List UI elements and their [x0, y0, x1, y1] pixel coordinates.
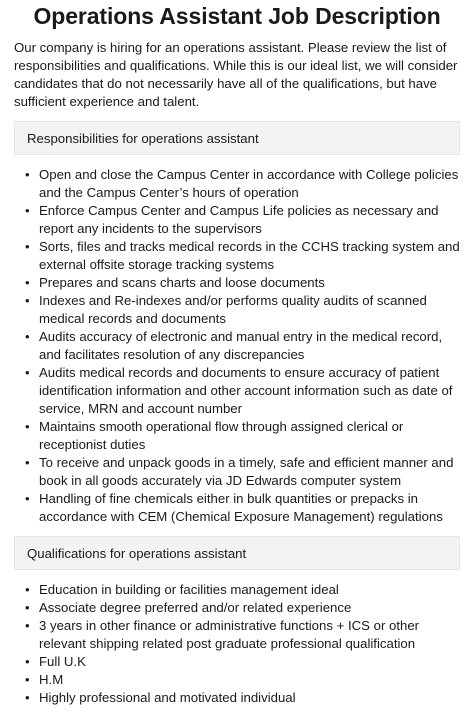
bullet-icon: • — [25, 275, 30, 290]
qualifications-heading — [14, 536, 460, 570]
list-item — [25, 689, 460, 707]
bullet-icon: • — [25, 618, 30, 633]
list-item — [25, 166, 460, 202]
list-item — [25, 292, 460, 328]
qualifications-list — [14, 581, 460, 707]
list-item — [25, 274, 460, 292]
list-item — [25, 599, 460, 617]
responsibilities-heading — [14, 121, 460, 155]
list-item — [25, 653, 460, 671]
page-title: Operations Assistant Job Description — [33, 3, 441, 29]
list-item-text: Associate degree preferred and/or related experience — [39, 600, 352, 615]
list-item-text: Open and close the Campus Center in accordance with College policies and the Campus Center’s hours of operation — [39, 167, 459, 200]
list-item — [25, 671, 460, 689]
list-item-text: Full U.K — [39, 654, 86, 669]
bullet-icon: • — [25, 365, 30, 380]
list-item-text: 3 years in other finance or administrative functions + ICS or other relevant shipping related post graduate professional qualification — [39, 618, 420, 651]
bullet-icon: • — [25, 167, 30, 182]
list-item — [25, 617, 460, 653]
list-item-text: Audits medical records and documents to ensure accuracy of patient identification information and other account information such as date of service, MRN and account number — [39, 365, 453, 416]
list-item — [25, 454, 460, 490]
list-item — [25, 364, 460, 418]
list-item-text: Maintains smooth operational flow through assigned clerical or receptionist duties — [39, 419, 404, 452]
list-item — [25, 490, 460, 526]
bullet-icon: • — [25, 672, 30, 687]
bullet-icon: • — [25, 582, 30, 597]
bullet-icon: • — [25, 455, 30, 470]
list-item-text: Audits accuracy of electronic and manual entry in the medical record, and facilitates resolution of any discrepancies — [39, 329, 443, 362]
list-item-text: Sorts, files and tracks medical records in the CCHS tracking system and external offsite storage tracking systems — [39, 239, 460, 272]
list-item-text: To receive and unpack goods in a timely, safe and efficient manner and book in all goods accurately via JD Edwards computer system — [39, 455, 454, 488]
list-item — [25, 238, 460, 274]
list-item-text: Indexes and Re-indexes and/or performs quality audits of scanned medical records and documents — [39, 293, 427, 326]
list-item-text: H.M — [39, 672, 64, 687]
list-item-text: Handling of fine chemicals either in bulk quantities or prepacks in accordance with CEM (Chemical Exposure Management) regulations — [39, 491, 443, 524]
bullet-icon: • — [25, 690, 30, 705]
list-item — [25, 328, 460, 364]
bullet-icon: • — [25, 239, 30, 254]
bullet-icon: • — [25, 293, 30, 308]
list-item — [25, 202, 460, 238]
list-item-text: Education in building or facilities management ideal — [39, 582, 339, 597]
bullet-icon: • — [25, 491, 30, 506]
list-item-text: Highly professional and motivated individual — [39, 690, 296, 705]
bullet-icon: • — [25, 203, 30, 218]
intro-paragraph: Our company is hiring for an operations assistant. Please review the list of responsibilities and qualifications. While this is our ideal list, we will consider candidates that do not necessarily have all of the qualifications, but have sufficient experience and talent. — [14, 40, 458, 109]
qualifications-heading-label: Qualifications for operations assistant — [27, 545, 247, 561]
list-item — [25, 581, 460, 599]
responsibilities-list — [14, 166, 460, 526]
list-item-text: Enforce Campus Center and Campus Life policies as necessary and report any incidents to the supervisors — [39, 203, 439, 236]
list-item — [25, 418, 460, 454]
responsibilities-heading-label: Responsibilities for operations assistant — [27, 130, 259, 146]
bullet-icon: • — [25, 600, 30, 615]
bullet-icon: • — [25, 419, 30, 434]
bullet-icon: • — [25, 654, 30, 669]
bullet-icon: • — [25, 329, 30, 344]
list-item-text: Prepares and scans charts and loose documents — [39, 275, 325, 290]
